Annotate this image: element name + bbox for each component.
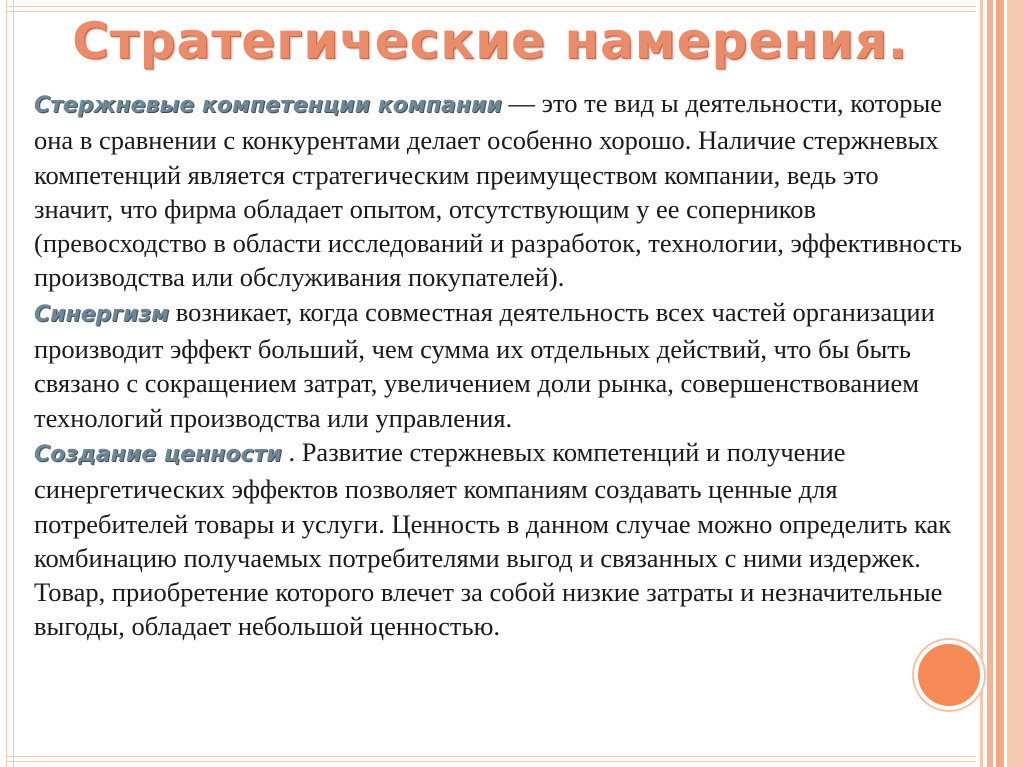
term-core-competencies: Стержневые компетенции компании xyxy=(34,93,502,118)
slide-title: Стратегические намерения. xyxy=(72,12,908,70)
paragraph-text: . Развитие стержневых компетенций и получение синергетических эффектов позволяет компаниям создавать ценные для потребителей товары и услуги. Ценность в данном случае можно определить как комбинацию получаемых потребителями выгод и связанных с ними издержек. Товар, приобретение которого влечет за собой низкие затраты и незначительные выгоды, обладает небольшой ценностью. xyxy=(34,436,952,642)
decorative-circle xyxy=(914,640,984,710)
paragraph-text: — это те вид ы деятельности, которые она в сравнении с конкурентами делает особенно хорошо. Наличие стержневых компетенций является стратегическим преимуществом компании, ведь это значит, что фирма обладает опытом, отсутствующим у ее соперников (превосходство в области исследований и разработок, технологии, эффективность производства или обслуживания покупателей). xyxy=(34,88,963,293)
slide-body xyxy=(34,86,962,644)
frame-left-border xyxy=(6,0,14,767)
paragraph-text: возникает, когда совместная деятельность всех частей организации производит эффект больший, чем сумма их отдельных действий, что бы быть связано с сокращением затрат, увеличением доли рынка, совершенствованием технологий производства или управления. xyxy=(34,296,935,433)
term-value-creation: Создание ценности xyxy=(34,441,282,467)
term-synergy: Синергизм xyxy=(34,301,170,327)
frame-bottom-border xyxy=(6,756,976,762)
decorative-stripes xyxy=(980,0,1024,767)
